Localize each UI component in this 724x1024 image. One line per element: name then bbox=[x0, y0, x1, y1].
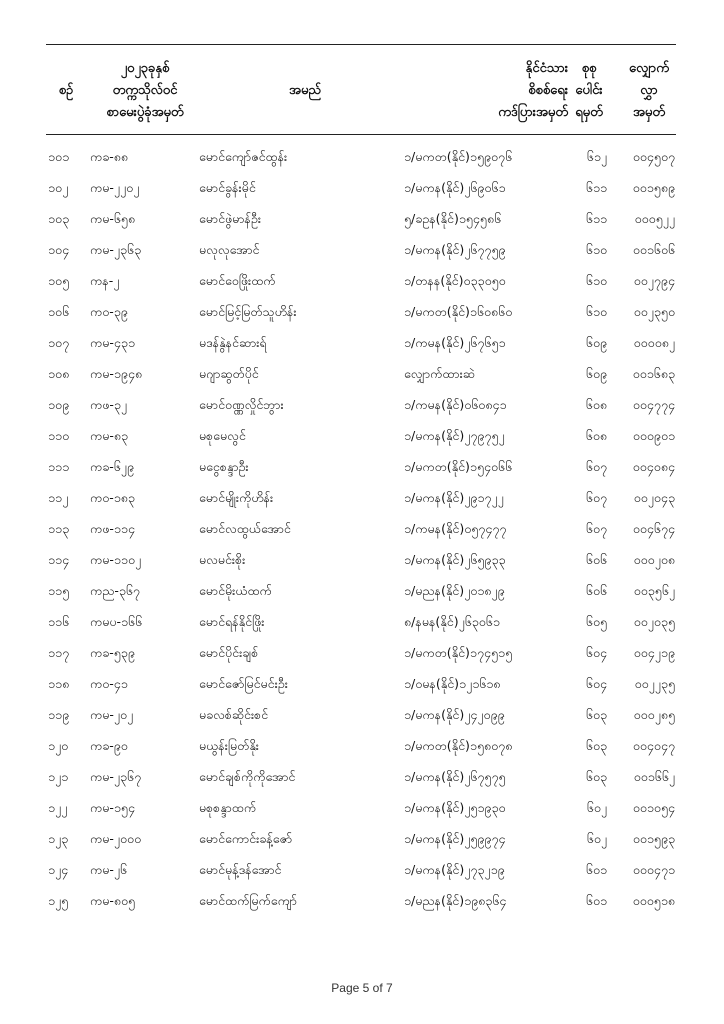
cell-application-no: ၀၀၄၅၀၇ bbox=[632, 149, 675, 164]
table-row bbox=[0, 545, 724, 576]
cell-name: မောင်ချစ်ကိုကိုအောင် bbox=[199, 769, 296, 784]
cell-serial: ၁၁၅ bbox=[48, 583, 70, 598]
cell-exam-number: ကမ-၂၂၀၂ bbox=[90, 180, 140, 195]
table-row bbox=[0, 669, 724, 700]
header-mark-line1: စုစု bbox=[581, 61, 597, 76]
cell-exam-number: ကမ-၁၉၄၈ bbox=[90, 366, 143, 381]
cell-name: မစုမေလွင် bbox=[199, 428, 246, 443]
cell-exam-number: ကမ-၄၃၁ bbox=[90, 335, 135, 350]
cell-nrc: ၈/နမန(နိုင်)၂၆၃၀၆၁ bbox=[404, 614, 500, 629]
header-exam-line1: ၂၀၂၃ခုနှစ် bbox=[120, 61, 170, 76]
cell-name: မစုစန္ဒာထက် bbox=[199, 800, 257, 815]
cell-nrc: ၁/မကတ(နိုင်)၁၆၀၈၆၀ bbox=[404, 304, 513, 319]
cell-name: မောင်မြင့်မြတ်သူဟိန်း bbox=[199, 304, 297, 319]
cell-total-marks: ၆၁၀ bbox=[585, 304, 607, 319]
cell-total-marks: ၆၀၂ bbox=[586, 800, 607, 815]
cell-application-no: ၀၀၄၀၄၇ bbox=[632, 738, 675, 753]
cell-nrc: ၁/မကန(နိုင်)၂၇၃၂၁၉ bbox=[404, 862, 505, 877]
cell-serial: ၁၂၀ bbox=[48, 738, 69, 753]
cell-application-no: ၀၀၀၅၁၈ bbox=[632, 893, 675, 908]
table-row bbox=[0, 483, 724, 514]
cell-name: မောင်ရန်နိုင်ဖြိုး bbox=[199, 614, 265, 629]
cell-exam-number: ကဝ-၄၁ bbox=[90, 676, 128, 691]
cell-serial: ၁၁၀ bbox=[48, 428, 70, 443]
table-row bbox=[0, 607, 724, 638]
cell-name: မောင်ဝဏ္ဏလှိုင်ဘွား bbox=[199, 397, 284, 412]
cell-serial: ၁၀၈ bbox=[48, 366, 70, 381]
cell-name: မောင်ပိုင်းချစ် bbox=[199, 645, 259, 660]
header-nrc bbox=[400, 54, 568, 128]
cell-total-marks: ၆၀၈ bbox=[585, 428, 607, 443]
cell-name: မောင်မုန့်ဒန်အောင် bbox=[199, 862, 282, 877]
table-top-rule bbox=[46, 44, 676, 45]
header-total-marks bbox=[568, 54, 610, 128]
cell-nrc: ၅/ခဥန(နိုင်)၁၅၄၅၈၆ bbox=[404, 211, 502, 226]
cell-total-marks: ၆၀၇ bbox=[585, 490, 607, 505]
cell-application-no: ၀၀၄၂၁၉ bbox=[633, 645, 675, 660]
header-bottom-rule bbox=[46, 134, 676, 135]
table-row bbox=[0, 514, 724, 545]
cell-application-no: ၀၀၁၀၅၄ bbox=[632, 800, 675, 815]
cell-total-marks: ၆၀၄ bbox=[585, 676, 607, 691]
cell-nrc: ၁/မကတ(နိုင်)၁၅၈၀၇၈ bbox=[404, 738, 513, 753]
cell-name: မခလစ်ဆိုင်းစင် bbox=[199, 707, 269, 722]
cell-exam-number: ကမ-၁၅၄ bbox=[90, 800, 135, 815]
cell-nrc: ၁/မကန(နိုင်)၂၆၉၀၆၁ bbox=[404, 180, 506, 195]
cell-application-no: ၀၀၂၀၃၅ bbox=[633, 614, 675, 629]
cell-name: မောင်မိုးယံထက် bbox=[199, 583, 272, 598]
cell-application-no: ၀၀၁၅၉၃ bbox=[632, 831, 675, 846]
table-row bbox=[0, 638, 724, 669]
cell-serial: ၁၂၃ bbox=[48, 831, 69, 846]
cell-serial: ၁၀၅ bbox=[48, 273, 70, 288]
cell-nrc: ၁/မကန(နိုင်)၂၅၉၉၇၄ bbox=[404, 831, 506, 846]
cell-exam-number: ကမ-၈၀၅ bbox=[90, 893, 136, 908]
cell-application-no: ၀၀၁၆၈၃ bbox=[632, 366, 675, 381]
table-row bbox=[0, 266, 724, 297]
cell-nrc: ၁/မညန(နိုင်)၂၀၁၈၂၉ bbox=[404, 583, 505, 598]
cell-application-no: ၀၀၀၅၂၂ bbox=[634, 211, 675, 226]
cell-total-marks: ၆၀၆ bbox=[585, 583, 607, 598]
cell-name: မငွေစန္ဒာဦး bbox=[199, 459, 249, 474]
cell-application-no: ၀၀၄၀၈၄ bbox=[632, 459, 675, 474]
cell-total-marks: ၆၁၁ bbox=[585, 180, 607, 195]
header-app-line3: အမှတ် bbox=[632, 105, 666, 120]
cell-application-no: ၀၀၀၉၀၁ bbox=[632, 428, 675, 443]
cell-total-marks: ၆၁၂ bbox=[586, 149, 607, 164]
cell-nrc: ၁/ကမန(နိုင်)၀၅၇၄၇၇ bbox=[404, 521, 507, 536]
cell-name: မယွန်းမြတ်နိုး bbox=[199, 738, 259, 753]
cell-application-no: ၀၀၀၄၇၁ bbox=[632, 862, 675, 877]
header-name bbox=[230, 54, 380, 128]
cell-name: မောင်ကောင်းခန့်ဇော် bbox=[199, 831, 293, 846]
cell-total-marks: ၆၀၉ bbox=[585, 335, 607, 350]
header-exam-line3: စာမေးပွဲခုံအမှတ် bbox=[106, 105, 184, 120]
table-body bbox=[0, 142, 724, 917]
header-application-no bbox=[620, 54, 678, 128]
cell-nrc: ၁/မကန(နိုင်)၂၆၅၉၃၃ bbox=[404, 552, 506, 567]
table-row bbox=[0, 886, 724, 917]
header-nrc-line2: စိစစ်ရေး bbox=[528, 83, 568, 98]
cell-exam-number: ကခ-၈၈ bbox=[90, 149, 129, 164]
cell-name: မလမင်းစိုး bbox=[199, 552, 246, 567]
cell-serial: ၁၁၂ bbox=[48, 490, 69, 505]
cell-exam-number: ကခ-၆၂၉ bbox=[90, 459, 134, 474]
cell-exam-number: ကဝ-၃၉ bbox=[90, 304, 128, 319]
cell-exam-number: ကမ-၈၃ bbox=[90, 428, 129, 443]
header-mark-line2: ပေါင်း bbox=[575, 83, 603, 98]
cell-total-marks: ၆၀၈ bbox=[585, 397, 607, 412]
table-row bbox=[0, 762, 724, 793]
cell-serial: ၁၁၃ bbox=[48, 521, 70, 536]
cell-name: မောင်ဖွဲမာန်ဦး bbox=[199, 211, 261, 226]
cell-name: မောင်ခွန်းမိုင် bbox=[199, 180, 256, 195]
cell-total-marks: ၆၁၁ bbox=[585, 211, 607, 226]
table-row bbox=[0, 576, 724, 607]
cell-serial: ၁၀၇ bbox=[48, 335, 70, 350]
cell-application-no: ၀၀၂၃၅၀ bbox=[633, 304, 675, 319]
cell-nrc: ၁/မကန(နိုင်)၂၅၁၉၃၀ bbox=[404, 800, 506, 815]
cell-exam-number: ကည-၃၆၇ bbox=[90, 583, 140, 598]
cell-total-marks: ၆၁၀ bbox=[585, 242, 607, 257]
header-app-line2: လွှာ bbox=[640, 83, 658, 98]
table-row bbox=[0, 855, 724, 886]
cell-serial: ၁၂၁ bbox=[48, 769, 69, 784]
cell-total-marks: ၆၀၇ bbox=[585, 521, 607, 536]
cell-total-marks: ၆၀၅ bbox=[585, 614, 607, 629]
table-row bbox=[0, 235, 724, 266]
header-exam-line2: တက္ကသိုလ်ဝင် bbox=[112, 83, 178, 98]
cell-nrc: ၁/မကန(နိုင်)၂၆၇၅၇၅ bbox=[404, 769, 506, 784]
cell-application-no: ၀၀၀၂၀၈ bbox=[633, 552, 675, 567]
table-row bbox=[0, 359, 724, 390]
cell-exam-number: ကမ-၂၆ bbox=[90, 862, 128, 877]
cell-application-no: ၀၀၃၅၆၂ bbox=[633, 583, 675, 598]
page-number: Page 5 of 7 bbox=[331, 981, 393, 995]
cell-exam-number: ကဝ-၁၈၃ bbox=[90, 490, 135, 505]
header-exam-number bbox=[90, 54, 200, 128]
cell-nrc: ၁/တနန(နိုင်)၀၃၃၀၅၀ bbox=[404, 273, 506, 288]
cell-serial: ၁၁၁ bbox=[48, 459, 70, 474]
header-mark-line3: ရမှတ် bbox=[575, 105, 603, 120]
cell-nrc: ၁/ကမန(နိုင်)၂၆၇၆၅၁ bbox=[404, 335, 506, 350]
cell-exam-number: ကမ-၁၁၀၂ bbox=[90, 552, 142, 567]
cell-exam-number: ကန-၂ bbox=[90, 273, 120, 288]
cell-serial: ၁၀၄ bbox=[48, 242, 70, 257]
table-row bbox=[0, 793, 724, 824]
cell-total-marks: ၆၀၃ bbox=[585, 769, 607, 784]
table-row bbox=[0, 204, 724, 235]
cell-total-marks: ၆၀၇ bbox=[585, 459, 607, 474]
cell-nrc: ၁/မကန(နိုင်)၂၆၇၇၅၉ bbox=[404, 242, 506, 257]
cell-nrc: ၁/ဝမန(နိုင်)၁၂၁၆၁၈ bbox=[404, 676, 501, 691]
cell-exam-number: ကဖ-၁၁၄ bbox=[90, 521, 135, 536]
header-nrc-line1: နိုင်ငံသား bbox=[525, 61, 568, 76]
cell-name: မောင်မျိုးကိုဟိန်း bbox=[199, 490, 274, 505]
cell-name: မောင်ဝေဖြိုးထက် bbox=[199, 273, 276, 288]
cell-nrc: လျှောက်ထားဆဲ bbox=[404, 366, 475, 381]
header-name-label: အမည် bbox=[289, 83, 321, 98]
cell-total-marks: ၆၁၀ bbox=[585, 273, 607, 288]
cell-exam-number: ကမ-၂၀၀၀ bbox=[90, 831, 142, 846]
cell-serial: ၁၁၈ bbox=[48, 676, 70, 691]
cell-application-no: ၀၀၀၀၈၂ bbox=[633, 335, 675, 350]
cell-total-marks: ၆၀၃ bbox=[585, 707, 607, 722]
cell-application-no: ၀၀၂၇၉၄ bbox=[633, 273, 675, 288]
cell-name: မလုလုအောင် bbox=[199, 242, 260, 257]
cell-serial: ၁၀၂ bbox=[48, 180, 69, 195]
cell-serial: ၁၂၂ bbox=[48, 800, 68, 815]
cell-nrc: ၁/မကတ(နိုင်)၁၅၄၀၆၆ bbox=[404, 459, 513, 474]
cell-nrc: ၁/မကန(နိုင်)၂၉၁၇၂၂ bbox=[404, 490, 504, 505]
cell-serial: ၁၂၅ bbox=[48, 893, 69, 908]
cell-nrc: ၁/မကတ(နိုင်)၁၇၄၅၁၅ bbox=[404, 645, 513, 660]
table-row bbox=[0, 731, 724, 762]
table-row bbox=[0, 700, 724, 731]
cell-name: မောင်ဇော်မြင်မင်းဦး bbox=[199, 676, 288, 691]
cell-nrc: ၁/မကန(နိုင်)၂၇၉၇၅၂ bbox=[404, 428, 505, 443]
cell-serial: ၁၀၁ bbox=[48, 149, 70, 164]
cell-name: မဂျာဆွတ်ပိုင် bbox=[199, 366, 259, 381]
cell-application-no: ၀၀၁၆၀၆ bbox=[632, 242, 675, 257]
cell-exam-number: ကမပ-၁၆၆ bbox=[90, 614, 143, 629]
cell-exam-number: ကမ-၂၃၆၃ bbox=[90, 242, 142, 257]
cell-exam-number: ကမ-၂၀၂ bbox=[90, 707, 134, 722]
cell-serial: ၁၀၉ bbox=[48, 397, 70, 412]
cell-serial: ၁၁၇ bbox=[48, 645, 70, 660]
table-row bbox=[0, 297, 724, 328]
cell-total-marks: ၆၀၄ bbox=[585, 645, 607, 660]
cell-application-no: ၀၀၁၆၆၂ bbox=[633, 769, 675, 784]
cell-application-no: ၀၀၁၅၈၉ bbox=[632, 180, 675, 195]
table-row bbox=[0, 452, 724, 483]
cell-exam-number: ကဖ-၃၂ bbox=[90, 397, 128, 412]
cell-name: မောင်ကျော်ဇင်ထွန်း bbox=[199, 149, 288, 164]
header-serial-no bbox=[46, 54, 86, 128]
cell-application-no: ၀၀၂၀၄၃ bbox=[633, 490, 675, 505]
cell-serial: ၁၁၄ bbox=[48, 552, 70, 567]
cell-nrc: ၁/မညန(နိုင်)၁၉၈၃၆၄ bbox=[404, 893, 507, 908]
cell-serial: ၁၂၄ bbox=[48, 862, 69, 877]
cell-total-marks: ၆၀၁ bbox=[585, 862, 607, 877]
header-app-line1: လျှောက် bbox=[629, 61, 669, 76]
cell-application-no: ၀၀၀၂၈၅ bbox=[633, 707, 675, 722]
cell-total-marks: ၆၀၆ bbox=[585, 552, 607, 567]
cell-serial: ၁၁၆ bbox=[48, 614, 70, 629]
table-row bbox=[0, 421, 724, 452]
cell-serial: ၁၁၉ bbox=[48, 707, 70, 722]
header-nrc-line3: ကဒ်ပြားအမှတ် bbox=[498, 105, 568, 120]
table-row bbox=[0, 328, 724, 359]
cell-name: မောင်ထက်မြက်ကျော် bbox=[199, 893, 297, 908]
cell-name: မဒန်နွဲနင်ဆားရ် bbox=[199, 335, 267, 350]
cell-exam-number: ကခ-၅၃၉ bbox=[90, 645, 135, 660]
cell-name: မောင်လထွယ်အောင် bbox=[199, 521, 291, 536]
cell-exam-number: ကခ-၉၀ bbox=[90, 738, 128, 753]
cell-total-marks: ၆၀၁ bbox=[585, 893, 607, 908]
table-row bbox=[0, 390, 724, 421]
table-row bbox=[0, 173, 724, 204]
cell-nrc: ၁/မကန(နိုင်)၂၄၂၀၉၉ bbox=[404, 707, 505, 722]
cell-nrc: ၁/မကတ(နိုင်)၁၅၉၀၇၆ bbox=[404, 149, 513, 164]
cell-application-no: ၀၀၄၆၇၄ bbox=[632, 521, 675, 536]
cell-serial: ၁၀၆ bbox=[48, 304, 70, 319]
cell-exam-number: ကမ-၂၃၆၇ bbox=[90, 769, 142, 784]
header-serial-label: စဉ် bbox=[58, 83, 74, 98]
cell-exam-number: ကမ-၆၅၈ bbox=[90, 211, 136, 226]
table-row bbox=[0, 142, 724, 173]
cell-application-no: ၀၀၂၂၃၅ bbox=[634, 676, 675, 691]
cell-total-marks: ၆၀၃ bbox=[585, 738, 607, 753]
cell-serial: ၁၀၃ bbox=[48, 211, 70, 226]
cell-total-marks: ၆၀၉ bbox=[585, 366, 607, 381]
cell-total-marks: ၆၀၂ bbox=[586, 831, 607, 846]
cell-nrc: ၁/ကမန(နိုင်)၀၆၀၈၄၁ bbox=[404, 397, 507, 412]
cell-application-no: ၀၀၄၇၇၄ bbox=[632, 397, 675, 412]
table-row bbox=[0, 824, 724, 855]
